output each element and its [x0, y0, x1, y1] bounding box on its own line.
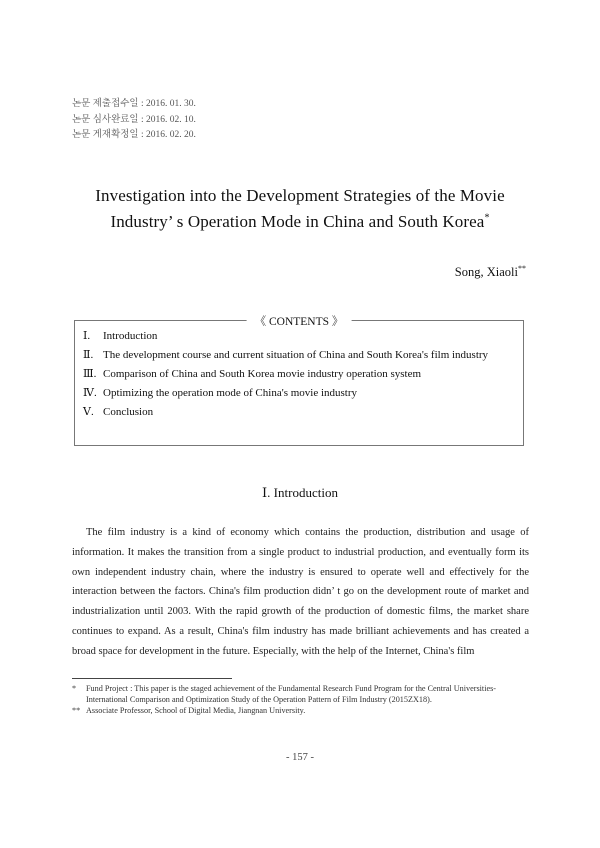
- body-text: [72, 523, 529, 662]
- toc-number: Ⅴ.: [83, 406, 94, 418]
- toc-number: Ⅲ.: [83, 368, 97, 380]
- title-line-2-text: Industry’ s Operation Mode in China and South Korea: [110, 212, 485, 231]
- section-heading: Ⅰ. Introduction: [262, 485, 338, 500]
- footnote-mark: **: [72, 706, 81, 715]
- contents-list: [83, 327, 517, 422]
- footnote-mark: *: [72, 684, 77, 693]
- paper-title: [40, 183, 560, 235]
- date-submitted: 논문 제출접수일 : 2016. 01. 30.: [72, 99, 196, 109]
- toc-label: Comparison of China and South Korea movie industry operation system: [103, 368, 422, 380]
- footnotes: [72, 683, 532, 716]
- author: [455, 265, 526, 280]
- footnote: [72, 683, 532, 705]
- date-reviewed: 논문 심사완료일 : 2016. 02. 10.: [72, 114, 196, 125]
- toc-number: Ⅳ.: [83, 387, 97, 399]
- toc-item: [83, 327, 517, 346]
- toc-item: [83, 365, 517, 384]
- page-number: - 157 -: [286, 752, 314, 763]
- toc-label: Optimizing the operation mode of China's movie industry: [103, 387, 358, 399]
- footnote-text: Associate Professor, School of Digital Media, Jiangnan University.: [86, 706, 306, 715]
- title-footnote-mark: *: [484, 212, 490, 224]
- footnote-text: Fund Project : This paper is the staged achievement of the Fundamental Research Fund Program for the Central Universities-International Comparison and Optimization Study of the Operation Pattern of Film Industry (2015ZX18).: [86, 684, 497, 704]
- footnote: [72, 705, 532, 716]
- toc-number: Ⅰ.: [83, 330, 91, 342]
- toc-item: [83, 346, 517, 365]
- title-line-1: Investigation into the Development Strategies of the Movie: [95, 186, 505, 205]
- contents-heading: 《 CONTENTS 》: [247, 313, 352, 329]
- toc-label: Introduction: [103, 330, 158, 342]
- body-paragraph: The film industry is a kind of economy which contains the production, distribution and usage of information. It makes the transition from a single product to industrial production, and eventually form its own independent industry chain, where the industry is ensured to operate well and effectively for the interaction between the factors. China's film production didn’ t go on the development route of market and industrialization until 2003. With the rapid growth of the production of domestic films, the market share continues to expand. As a result, China's film industry has made brilliant achievements and has created a broad space for development in the future. Especially, with the help of the Internet, China's film: [72, 527, 529, 657]
- author-name: Song, Xiaoli: [454, 265, 518, 279]
- submission-dates: [72, 97, 196, 144]
- title-line-2: [40, 209, 560, 235]
- contents-box: [74, 316, 524, 446]
- toc-item: [83, 384, 517, 403]
- toc-label: The development course and current situation of China and South Korea's film industry: [103, 349, 489, 361]
- date-accepted: 논문 게재확정일 : 2016. 02. 20.: [72, 130, 196, 140]
- toc-number: Ⅱ.: [83, 349, 94, 361]
- footnote-divider: [72, 678, 232, 679]
- toc-item: [83, 403, 517, 422]
- author-footnote-mark: **: [518, 263, 526, 273]
- toc-label: Conclusion: [103, 406, 154, 418]
